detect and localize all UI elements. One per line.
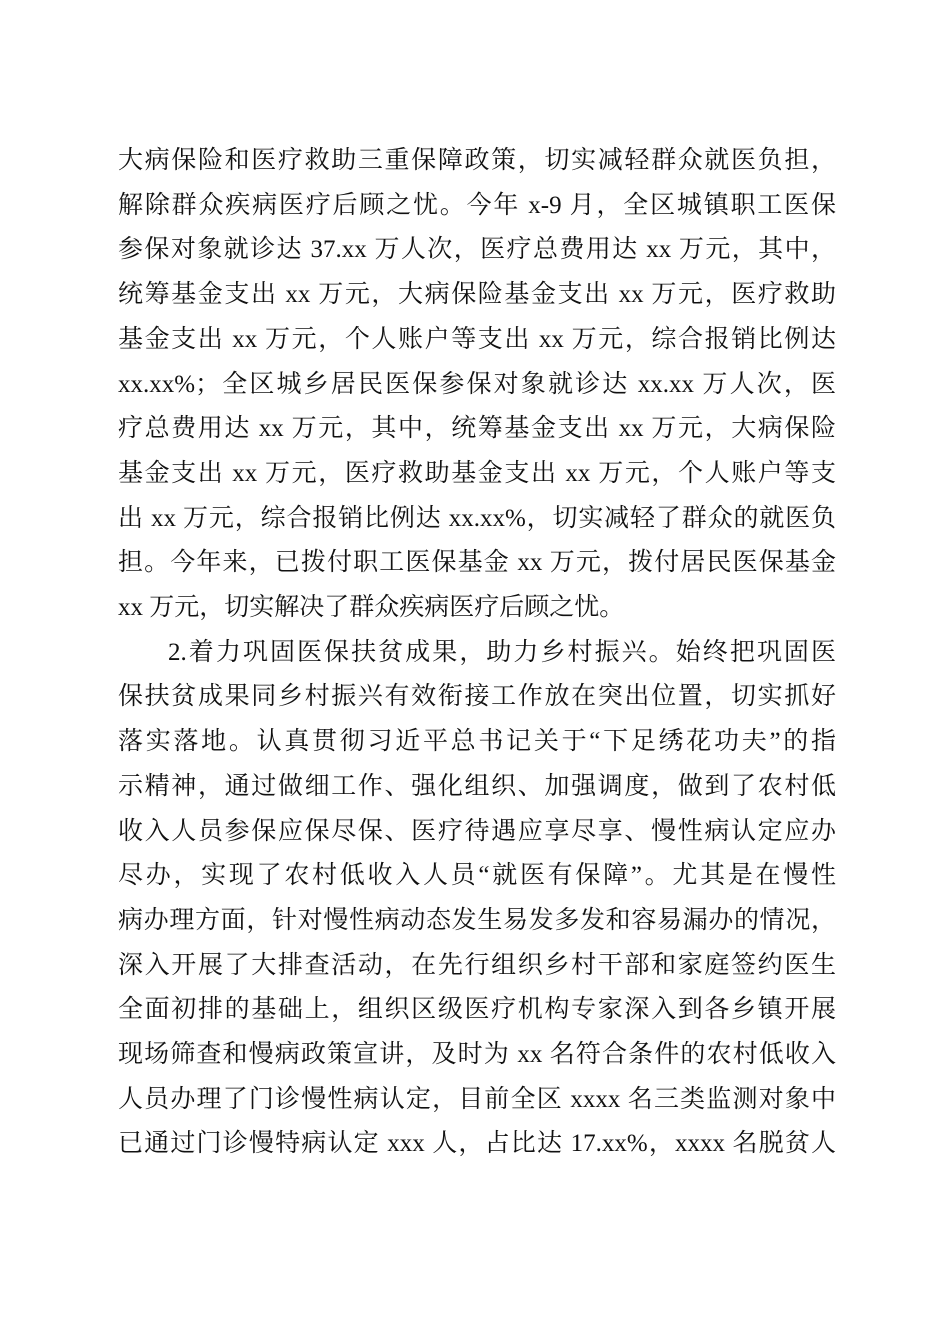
text-line: xx.xx%；全区城乡居民医保参保对象就诊达 xx.xx 万人次，医 (118, 370, 836, 398)
text-line: 大病保险和医疗救助三重保障政策，切实减轻群众就医负担， (118, 147, 836, 174)
text-block (118, 139, 836, 1167)
text-line: 病办理方面，针对慢性病动态发生易发多发和容易漏办的情况， (118, 906, 836, 934)
text-line: 疗总费用达 xx 万元，其中，统筹基金支出 xx 万元，大病保险 (118, 415, 836, 443)
text-line: 现场筛查和慢病政策宣讲，及时为 xx 名符合条件的农村低收入 (118, 1041, 836, 1069)
text-line: 人员办理了门诊慢性病认定，目前全区 xxxx 名三类监测对象中 (118, 1085, 836, 1113)
text-line: 基金支出 xx 万元，医疗救助基金支出 xx 万元，个人账户等支 (118, 459, 836, 487)
text-line: 落实落地。认真贯彻习近平总书记关于“下足绣花功夫”的指 (118, 728, 836, 756)
text-line: 尽办，实现了农村低收入人员“就医有保障”。尤其是在慢性 (118, 862, 836, 890)
text-line: 统筹基金支出 xx 万元，大病保险基金支出 xx 万元，医疗救助 (118, 281, 836, 309)
text-line: 收入人员参保应保尽保、医疗待遇应享尽享、慢性病认定应办 (118, 817, 836, 845)
text-line: 担。今年来，已拨付职工医保基金 xx 万元，拨付居民医保基金 (118, 549, 836, 577)
text-line: 深入开展了大排查活动，在先行组织乡村干部和家庭签约医生 (118, 951, 836, 979)
text-line: 已通过门诊慢特病认定 xxx 人，占比达 17.xx%，xxxx 名脱贫人 (118, 1130, 836, 1158)
text-line: 基金支出 xx 万元，个人账户等支出 xx 万元，综合报销比例达 (118, 325, 836, 353)
paragraph (118, 139, 836, 631)
text-line: 参保对象就诊达 37.xx 万人次，医疗总费用达 xx 万元，其中， (118, 236, 836, 264)
text-line: 保扶贫成果同乡村振兴有效衔接工作放在突出位置，切实抓好 (118, 683, 836, 711)
paragraph (118, 631, 836, 1167)
text-line: 全面初排的基础上，组织区级医疗机构专家深入到各乡镇开展 (118, 996, 836, 1024)
text-line: 示精神，通过做细工作、强化组织、加强调度，做到了农村低 (118, 772, 836, 800)
text-line: xx 万元，切实解决了群众疾病医疗后顾之忧。 (118, 594, 625, 622)
text-line: 2.着力巩固医保扶贫成果，助力乡村振兴。始终把巩固医 (168, 638, 836, 666)
text-line: 解除群众疾病医疗后顾之忧。今年 x-9 月，全区城镇职工医保 (118, 191, 836, 219)
text-line: 出 xx 万元，综合报销比例达 xx.xx%，切实减轻了群众的就医负 (118, 504, 836, 532)
